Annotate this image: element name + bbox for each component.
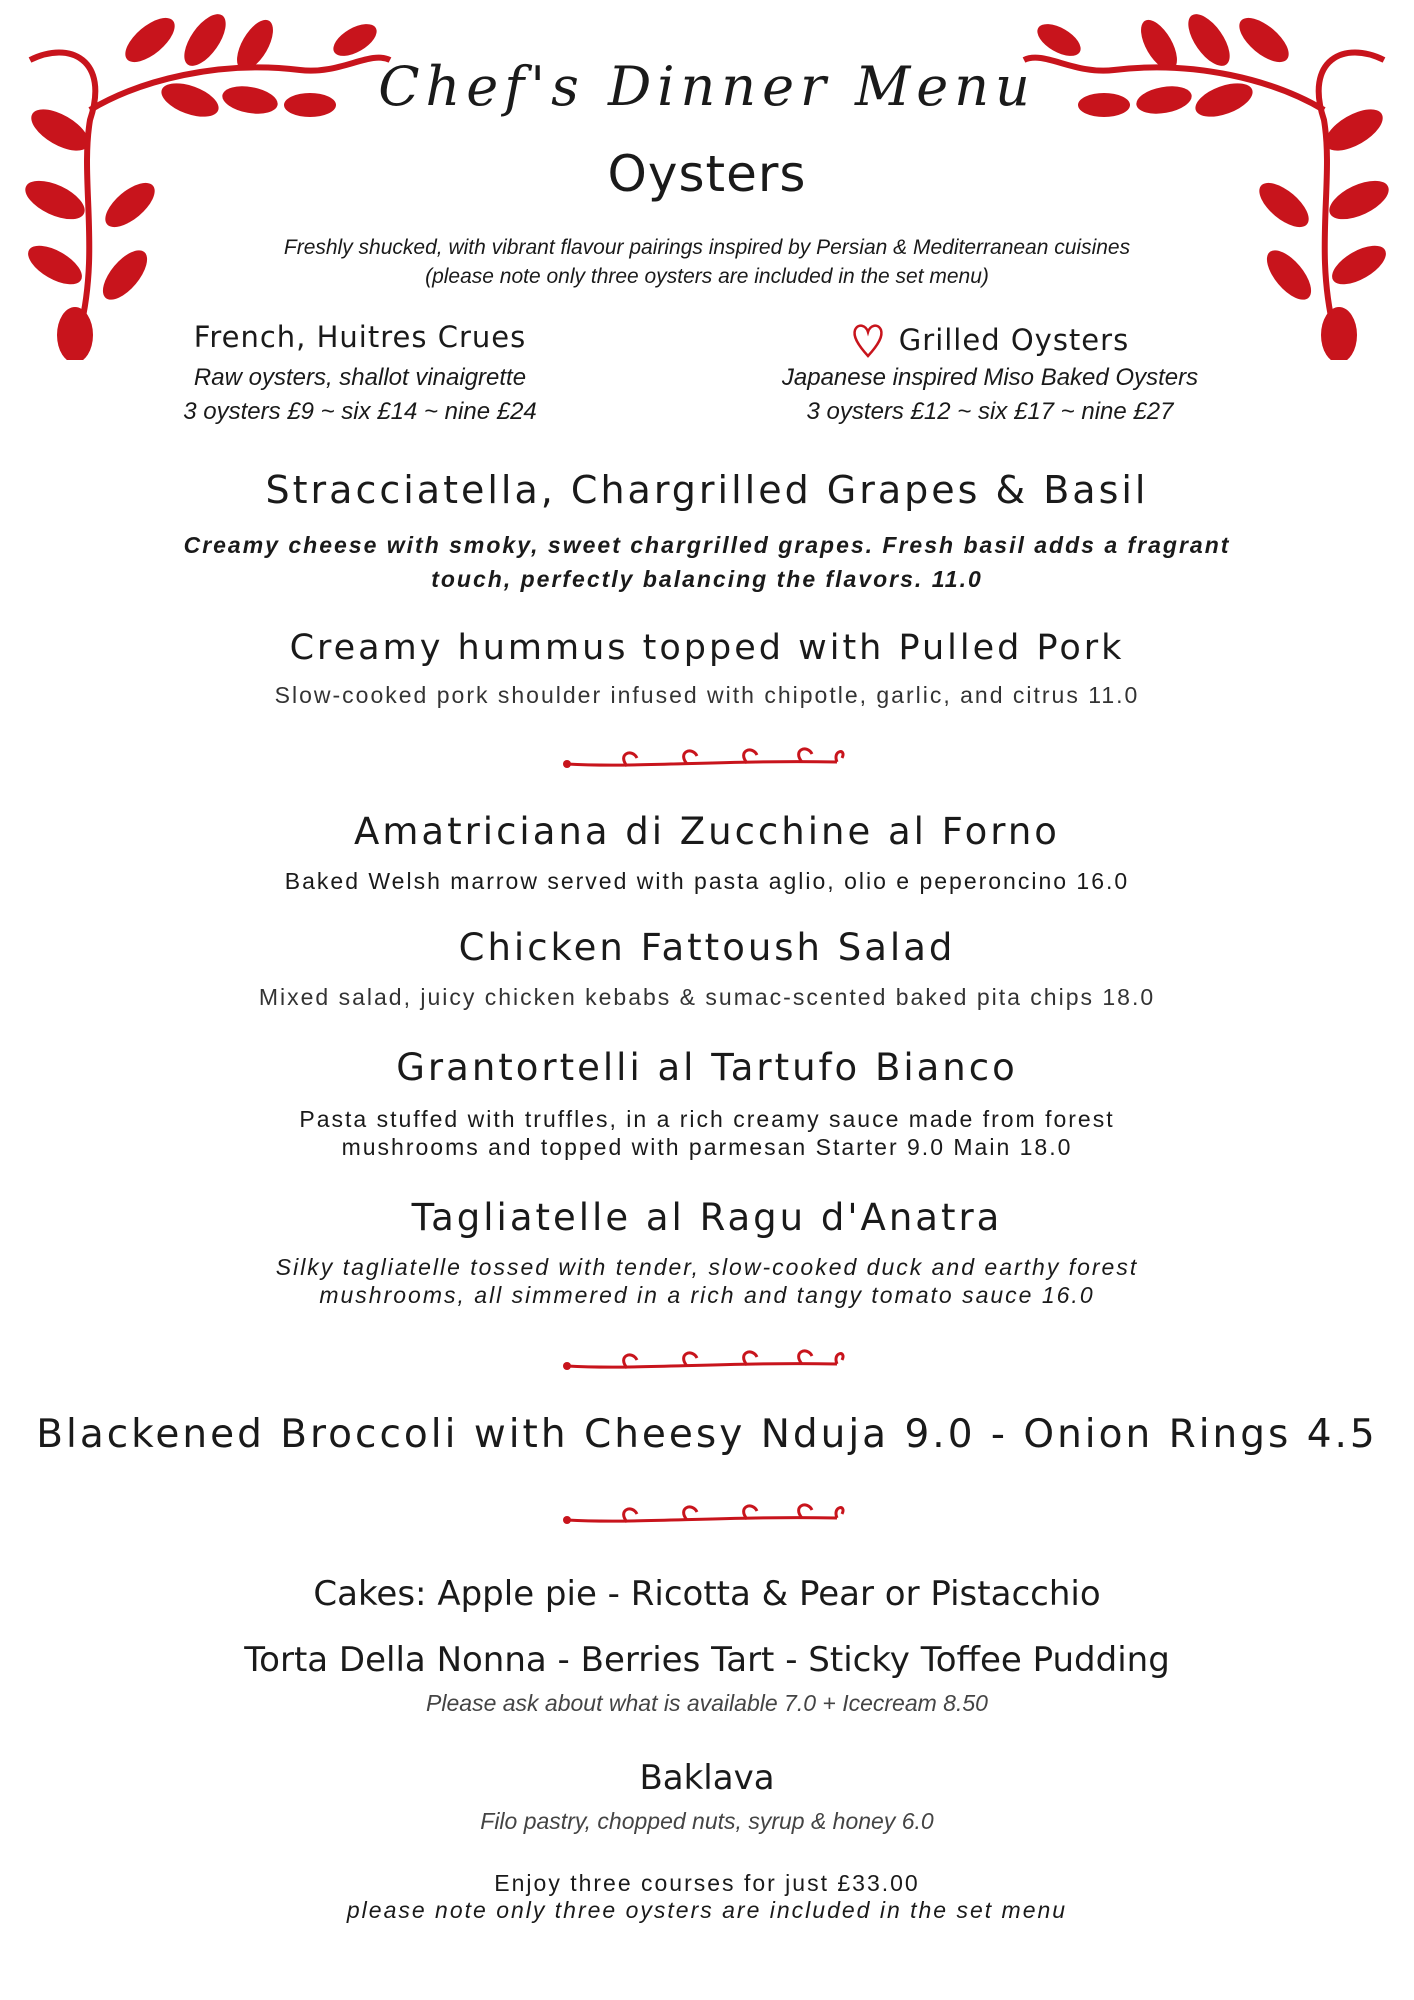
dessert-desc-baklava: Filo pastry, chopped nuts, syrup & honey 6.0 bbox=[480, 1808, 934, 1834]
vine-divider-icon bbox=[557, 1346, 857, 1380]
dish-name-amatriciana: Amatriciana di Zucchine al Forno bbox=[354, 810, 1060, 853]
dish-desc-amatriciana: Baked Welsh marrow served with pasta aglio, olio e peperoncino 16.0 bbox=[284, 868, 1130, 894]
dish-name-hummus: Creamy hummus topped with Pulled Pork bbox=[289, 628, 1125, 668]
dish-desc-stracciatella-line1: Creamy cheese with smoky, sweet chargrilled grapes. Fresh basil adds a fragrant bbox=[183, 532, 1231, 558]
oyster-left-name: French, Huitres Crues bbox=[193, 320, 527, 354]
desserts-cakes-note: Please ask about what is available 7.0 + Icecream 8.50 bbox=[426, 1690, 988, 1716]
oyster-left-desc: Raw oysters, shallot vinaigrette bbox=[193, 364, 527, 391]
oyster-right-desc: Japanese inspired Miso Baked Oysters bbox=[781, 364, 1199, 391]
oyster-right-name: Grilled Oysters bbox=[898, 323, 1130, 357]
vine-divider-icon bbox=[557, 744, 857, 778]
oysters-intro-line1: Freshly shucked, with vibrant flavour pairings inspired by Persian & Mediterranean cuisines bbox=[283, 236, 1131, 259]
dish-name-tagliatelle: Tagliatelle al Ragu d'Anatra bbox=[411, 1196, 1003, 1239]
oyster-item-right bbox=[730, 320, 1250, 426]
dish-desc-stracciatella-line2: touch, perfectly balancing the flavors. 11.0 bbox=[431, 566, 983, 592]
footer-note: please note only three oysters are included in the set menu bbox=[346, 1897, 1068, 1923]
section-title-oysters: Oysters bbox=[607, 145, 807, 203]
dessert-name-baklava: Baklava bbox=[639, 1758, 775, 1798]
dish-desc-fattoush: Mixed salad, juicy chicken kebabs & sumac-scented baked pita chips 18.0 bbox=[258, 984, 1156, 1010]
dish-name-grantortelli: Grantortelli al Tartufo Bianco bbox=[396, 1046, 1018, 1089]
heart-icon bbox=[851, 320, 885, 360]
desserts-tarts-line: Torta Della Nonna - Berries Tart - Sticky Toffee Pudding bbox=[244, 1640, 1170, 1680]
vine-divider-icon bbox=[557, 1500, 857, 1534]
dish-name-stracciatella: Stracciatella, Chargrilled Grapes & Basil bbox=[265, 468, 1149, 512]
dish-name-fattoush: Chicken Fattoush Salad bbox=[458, 926, 956, 969]
menu-title: Chef's Dinner Menu bbox=[378, 55, 1036, 118]
dish-desc-grantortelli-line1: Pasta stuffed with truffles, in a rich creamy sauce made from forest bbox=[299, 1106, 1115, 1132]
dish-desc-hummus: Slow-cooked pork shoulder infused with chipotle, garlic, and citrus 11.0 bbox=[274, 682, 1140, 708]
footer-offer: Enjoy three courses for just £33.00 bbox=[494, 1870, 920, 1896]
dish-desc-tagliatelle-line2: mushrooms, all simmered in a rich and tangy tomato sauce 16.0 bbox=[319, 1282, 1095, 1308]
oyster-right-price: 3 oysters £12 ~ six £17 ~ nine £27 bbox=[806, 398, 1174, 425]
sides-line: Blackened Broccoli with Cheesy Nduja 9.0 - Onion Rings 4.5 bbox=[36, 1412, 1378, 1457]
dish-desc-grantortelli-line2: mushrooms and topped with parmesan Starter 9.0 Main 18.0 bbox=[341, 1134, 1073, 1160]
oysters-intro-line2: (please note only three oysters are included in the set menu) bbox=[425, 265, 989, 288]
desserts-cakes-line: Cakes: Apple pie - Ricotta & Pear or Pistacchio bbox=[313, 1574, 1101, 1614]
oyster-item-left bbox=[100, 320, 620, 426]
dish-desc-tagliatelle-line1: Silky tagliatelle tossed with tender, slow-cooked duck and earthy forest bbox=[275, 1254, 1139, 1280]
oyster-left-price: 3 oysters £9 ~ six £14 ~ nine £24 bbox=[183, 398, 537, 425]
